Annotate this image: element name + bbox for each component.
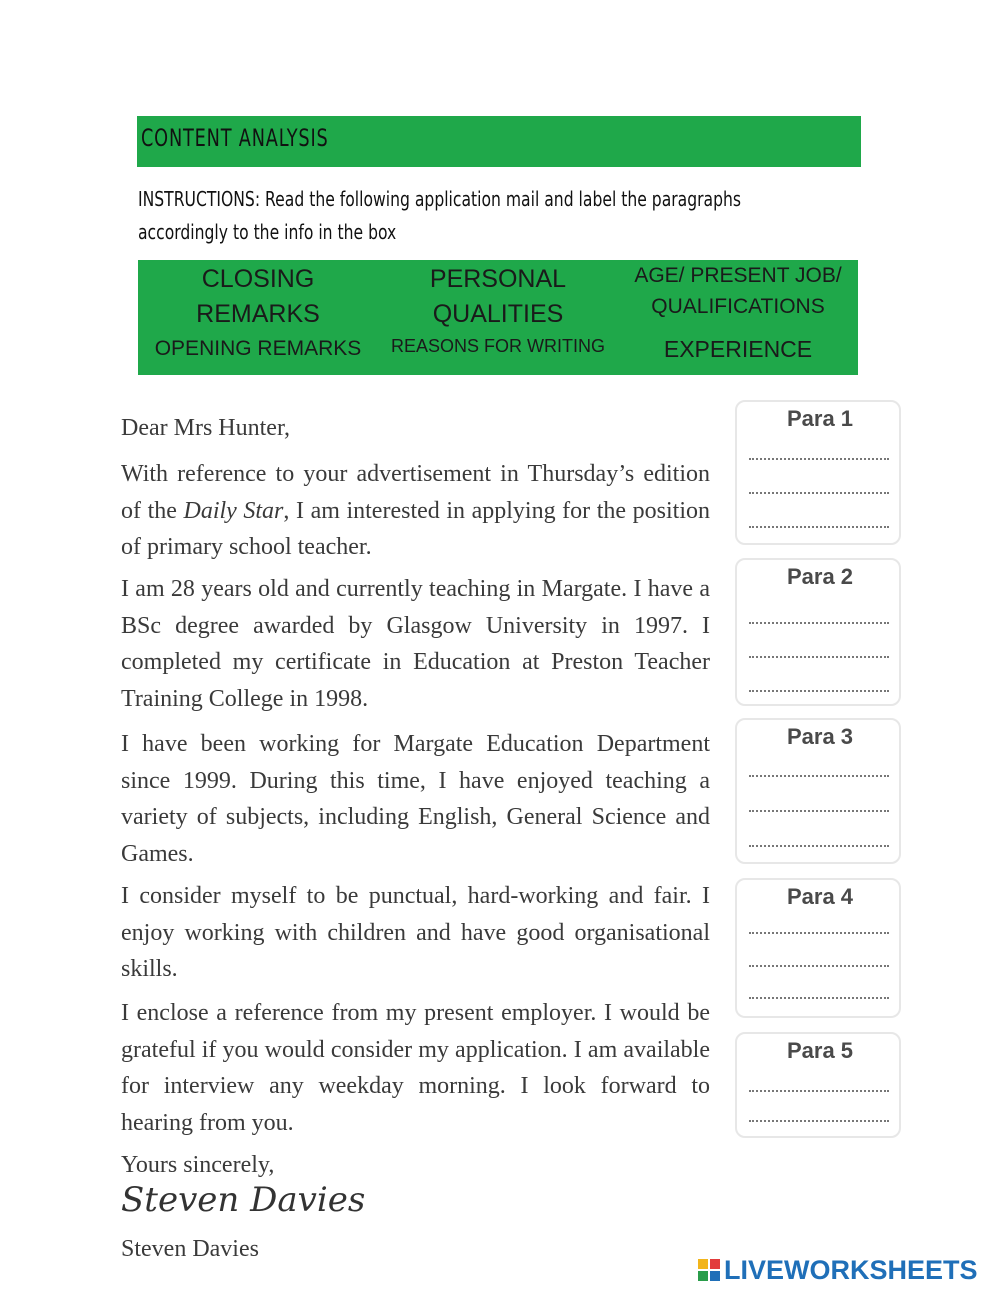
logo-text: LIVEWORKSHEETS bbox=[724, 1254, 978, 1285]
answer-line[interactable] bbox=[749, 656, 889, 658]
signature: Steven Davies bbox=[121, 1180, 366, 1220]
greeting: Dear Mrs Hunter, bbox=[121, 415, 290, 441]
paragraph-3: I have been working for Margate Education Department since 1999. During this time, I have enjoyed teaching a variety of subjects, including English, General Science and Games. bbox=[121, 731, 710, 867]
logo-grid-icon bbox=[698, 1259, 720, 1281]
label-closing-2: REMARKS bbox=[196, 300, 320, 328]
para-label-5: Para 5 bbox=[786, 1038, 854, 1063]
para-box-1 bbox=[735, 400, 901, 545]
para-label-4: Para 4 bbox=[786, 884, 854, 909]
para-box-4 bbox=[735, 878, 901, 1018]
answer-line[interactable] bbox=[749, 932, 889, 934]
answer-line[interactable] bbox=[749, 526, 889, 528]
instructions bbox=[138, 183, 840, 249]
paragraph-1 bbox=[121, 456, 710, 566]
paragraph-2: I am 28 years old and currently teaching in Margate. I have a BSc degree awarded by Glasgow University in 1997. I completed my certificate in Education at Preston Teacher Training College in 1998. bbox=[121, 576, 710, 712]
answer-line[interactable] bbox=[749, 622, 889, 624]
label-personal-1: PERSONAL bbox=[429, 265, 567, 293]
answer-line[interactable] bbox=[749, 1090, 889, 1092]
label-box bbox=[138, 260, 858, 375]
paragraph-5: I enclose a reference from my present employer. I would be grateful if you would consider my application. I am available for interview any weekday morning. I look forward to hearing from you. bbox=[121, 1000, 710, 1136]
title-bar bbox=[137, 116, 861, 167]
para-box-2 bbox=[735, 558, 901, 706]
label-age-2: QUALIFICATIONS bbox=[651, 295, 825, 318]
answer-line[interactable] bbox=[749, 458, 889, 460]
paragraph-4: I consider myself to be punctual, hard-working and fair. I enjoy working with children and have good organisational skills. bbox=[121, 883, 710, 982]
label-age-1: AGE/ PRESENT JOB/ bbox=[634, 264, 842, 287]
answer-line[interactable] bbox=[749, 997, 889, 999]
answer-line[interactable] bbox=[749, 775, 889, 777]
para-box-3 bbox=[735, 718, 901, 864]
answer-line[interactable] bbox=[749, 1120, 889, 1122]
paragraph-1-text-a: With reference to your advertisement in Thursday’s edition of the bbox=[121, 461, 710, 524]
page-title: CONTENT ANALYSIS bbox=[141, 124, 329, 152]
paragraph-1-text-b: , I am interested in applying for the position of primary school teacher. bbox=[121, 497, 710, 560]
answer-line[interactable] bbox=[749, 965, 889, 967]
label-experience: EXPERIENCE bbox=[663, 336, 813, 362]
answer-line[interactable] bbox=[749, 845, 889, 847]
label-closing-1: CLOSING bbox=[201, 265, 315, 293]
closing-line: Yours sincerely, bbox=[121, 1152, 275, 1178]
instructions-line-1: INSTRUCTIONS: Read the following application mail and label the paragraphs bbox=[138, 187, 742, 211]
liveworksheets-logo bbox=[698, 1255, 978, 1285]
para-label-1: Para 1 bbox=[786, 406, 854, 431]
label-opening: OPENING REMARKS bbox=[154, 337, 362, 360]
para-box-5 bbox=[735, 1032, 901, 1138]
answer-line[interactable] bbox=[749, 492, 889, 494]
answer-line[interactable] bbox=[749, 690, 889, 692]
instructions-line-2: accordingly to the info in the box bbox=[138, 220, 397, 244]
answer-line[interactable] bbox=[749, 810, 889, 812]
label-reasons: REASONS FOR WRITING bbox=[390, 336, 605, 356]
newspaper-name: Daily Star bbox=[183, 497, 284, 524]
sender-name: Steven Davies bbox=[121, 1236, 259, 1262]
para-label-2: Para 2 bbox=[786, 564, 854, 589]
para-label-3: Para 3 bbox=[786, 724, 854, 749]
label-personal-2: QUALITIES bbox=[432, 300, 564, 328]
